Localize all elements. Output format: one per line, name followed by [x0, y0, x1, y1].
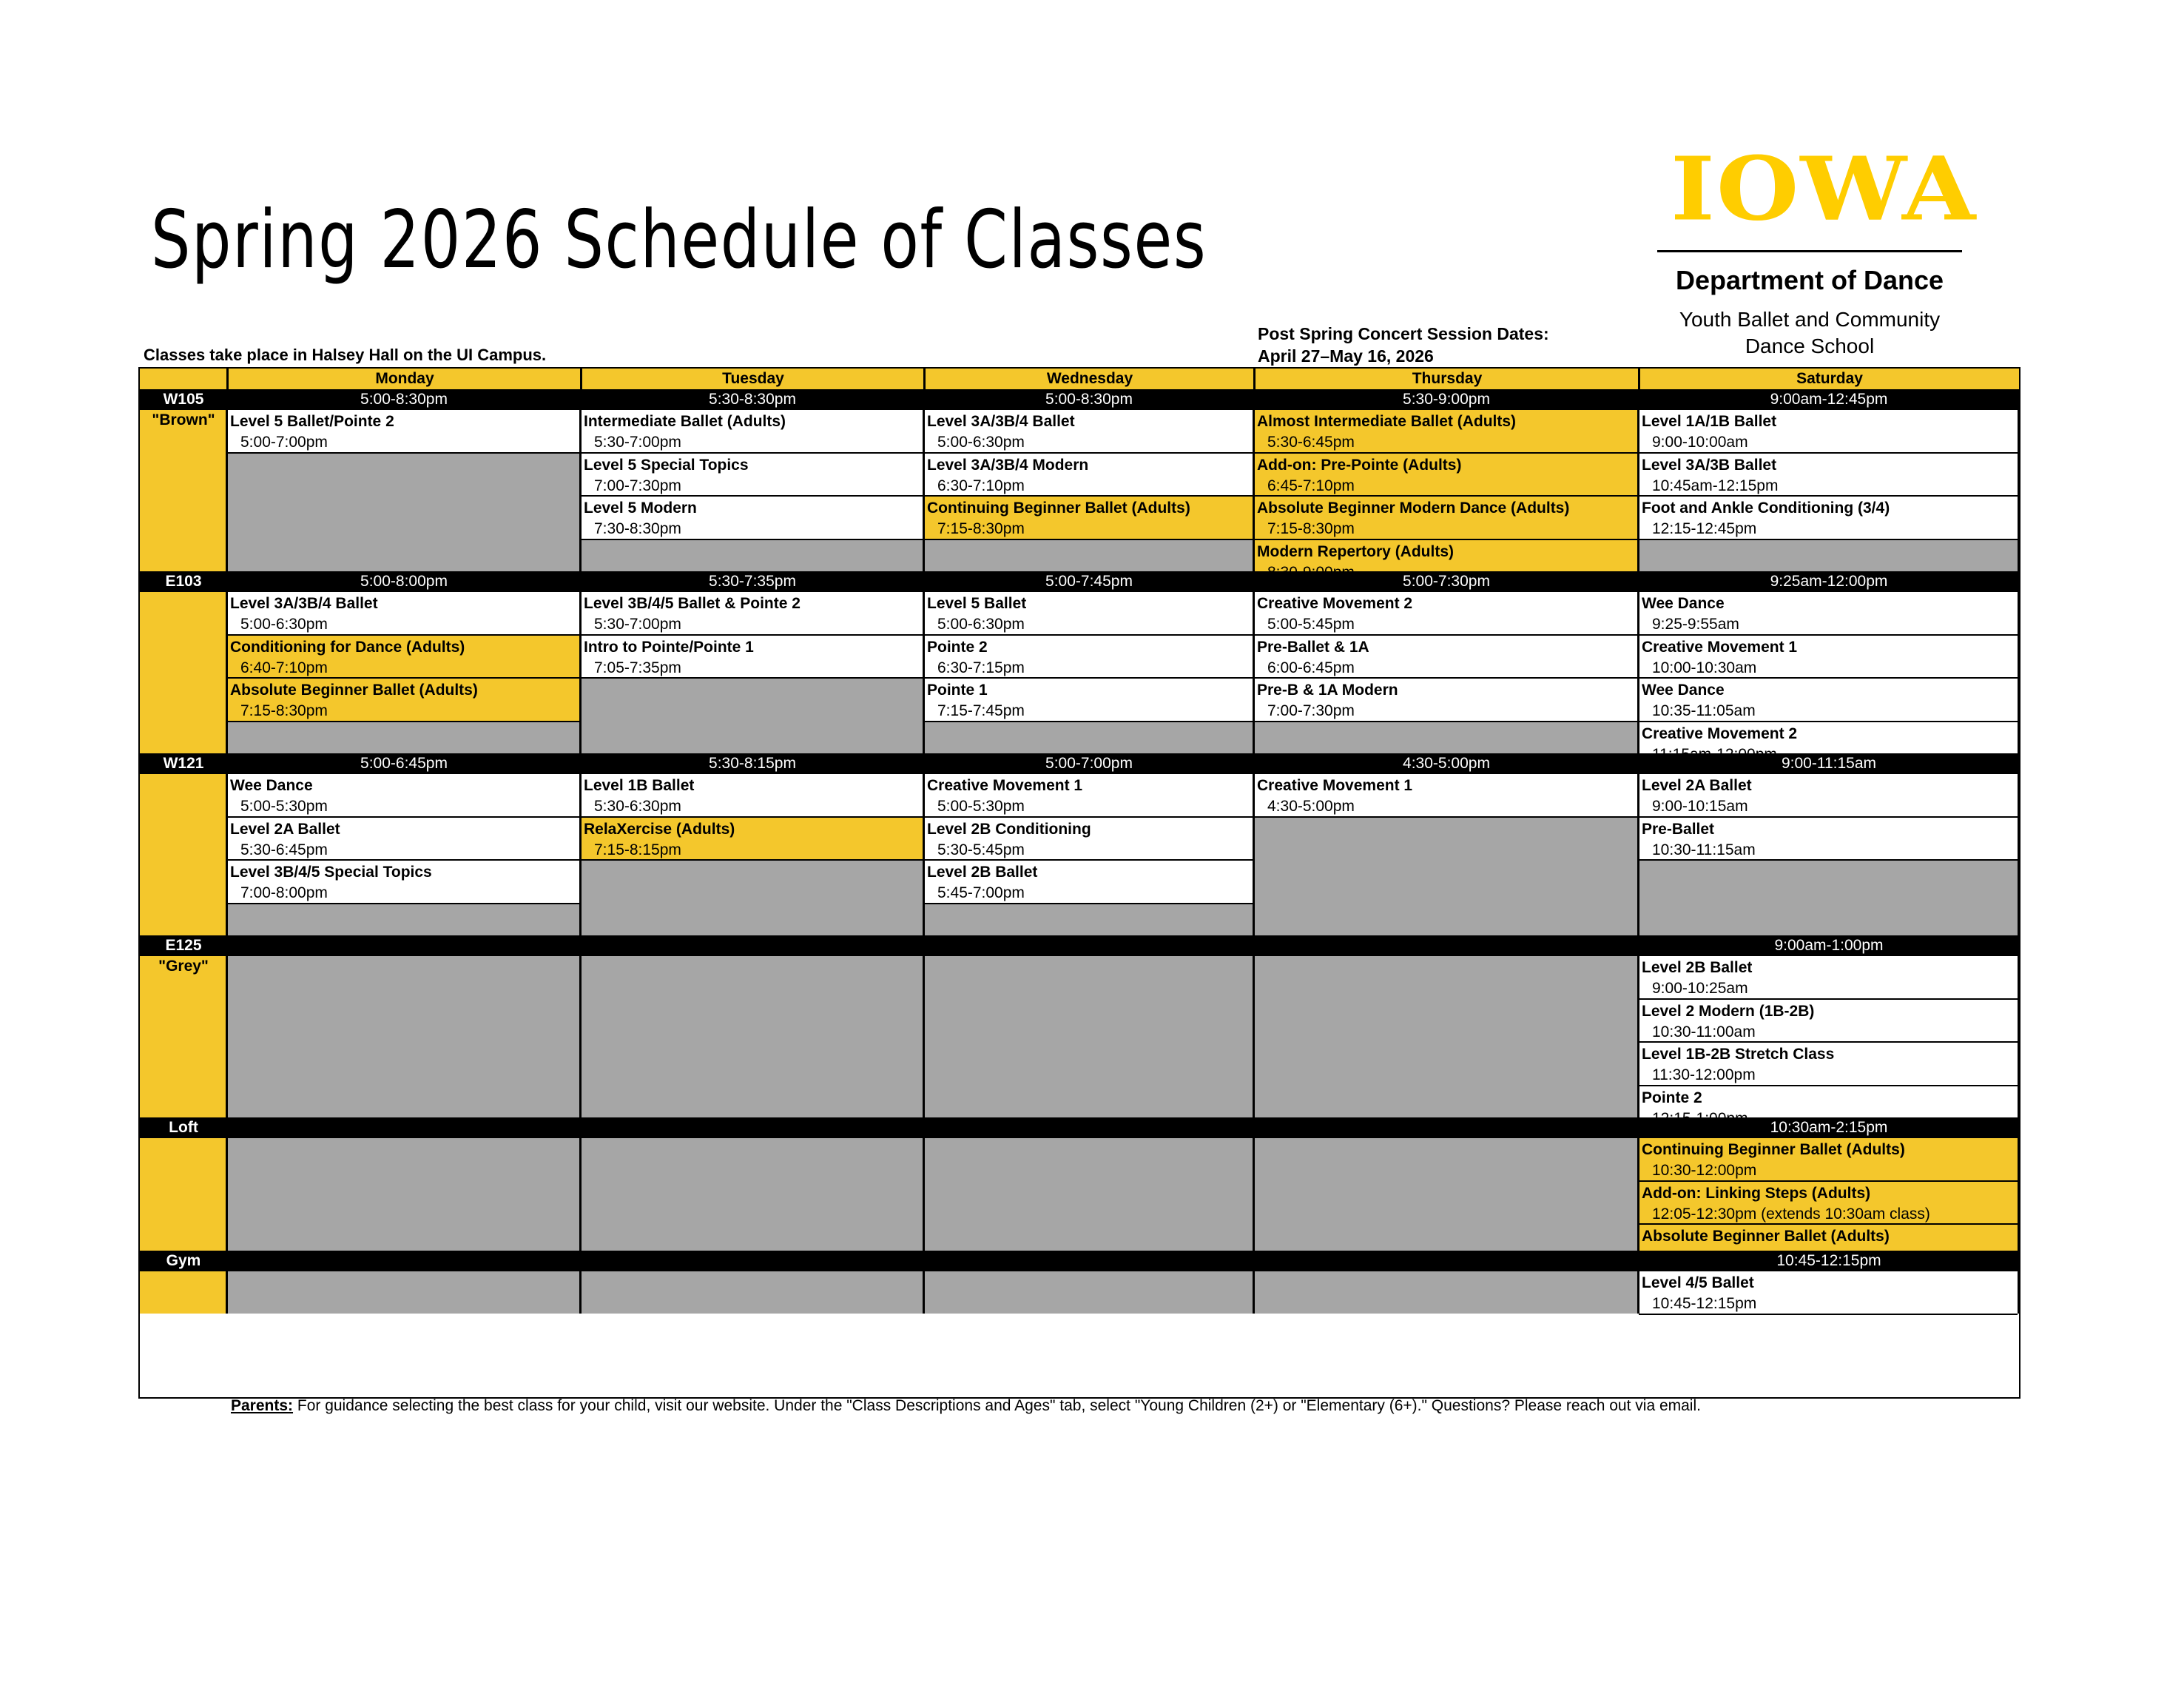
room-time-w121-wednesday: 5:00-7:00pm: [1045, 755, 1133, 772]
class-entry: [1639, 636, 2018, 679]
room-time-e103-saturday: 9:25am-12:00pm: [1770, 573, 1888, 590]
class-name: Level 2B Conditioning: [927, 820, 1091, 838]
room-strip-gym: [140, 1271, 227, 1314]
class-entry: [1639, 774, 2018, 818]
class-entry: [1639, 818, 2018, 861]
empty-slot-e125-wednesday: [924, 956, 1254, 1117]
class-time: 6:45-7:10pm: [1267, 477, 1355, 494]
class-time: 9:00-10:15am: [1652, 798, 1748, 815]
session-label: Post Spring Concert Session Dates:: [1258, 324, 1549, 343]
class-time: 5:45-7:00pm: [937, 884, 1025, 902]
logo-divider: [1657, 250, 1962, 252]
column-divider: [923, 369, 925, 1314]
room-name-e125: E125: [165, 937, 202, 954]
iowa-logo: IOWA: [1671, 138, 1978, 241]
class-name: Level 3A/3B/4 Ballet: [230, 595, 378, 612]
empty-slot-gym-wednesday: [924, 1271, 1254, 1314]
empty-slot-gym-monday: [227, 1271, 581, 1314]
class-time: 12:05-12:30pm (extends 10:30am class): [1652, 1205, 1930, 1223]
schedule-table: [138, 367, 2020, 1399]
class-name: Level 5 Special Topics: [584, 456, 749, 474]
empty-slot-loft-tuesday: [581, 1138, 924, 1251]
class-entry: [924, 774, 1253, 818]
class-entry: [924, 818, 1253, 861]
class-time: 5:00-5:45pm: [1267, 616, 1355, 633]
class-entry: [581, 454, 923, 497]
class-entry: [1639, 1271, 2018, 1315]
class-time: 10:00-10:30am: [1652, 659, 1757, 676]
room-time-w105-monday: 5:00-8:30pm: [360, 391, 448, 408]
class-time: 5:30-7:00pm: [594, 434, 681, 451]
department-subtitle-line-2: Dance School: [1745, 334, 1875, 357]
class-entry: [227, 410, 579, 454]
class-entry: [227, 774, 579, 818]
class-entry: [1639, 1000, 2018, 1043]
class-entry: [581, 636, 923, 679]
column-divider: [580, 369, 582, 1314]
class-name: Absolute Beginner Modern Dance (Adults): [1257, 500, 1570, 517]
class-entry: [1639, 1182, 2018, 1225]
class-entry: [924, 410, 1253, 454]
class-time: 5:00-7:00pm: [240, 434, 328, 451]
class-time: 7:00-8:00pm: [240, 884, 328, 902]
room-time-e103-tuesday: 5:30-7:35pm: [709, 573, 796, 590]
room-nickname-e125: "Grey": [158, 958, 209, 975]
class-time: 5:00-5:30pm: [240, 798, 328, 815]
class-name: Level 3B/4/5 Special Topics: [230, 864, 432, 881]
class-entry: [227, 861, 579, 904]
class-time: 7:15-8:30pm: [937, 520, 1025, 538]
class-name: Intermediate Ballet (Adults): [584, 413, 786, 430]
class-name: Creative Movement 2: [1642, 724, 1798, 742]
class-time: 9:00-10:25am: [1652, 980, 1748, 997]
room-strip-e103: [140, 592, 227, 753]
class-entry: [581, 818, 923, 861]
class-name: Creative Movement 1: [1257, 777, 1413, 794]
room-time-gym-saturday: 10:45-12:15pm: [1776, 1252, 1881, 1269]
room-time-loft-saturday: 10:30am-2:15pm: [1770, 1119, 1888, 1136]
class-name: Conditioning for Dance (Adults): [230, 638, 465, 656]
class-name: Level 2A Ballet: [230, 820, 340, 838]
class-entry: [1639, 410, 2018, 454]
room-time-w121-monday: 5:00-6:45pm: [360, 755, 448, 772]
class-time: 5:30-6:45pm: [1267, 434, 1355, 451]
class-entry: [1639, 454, 2018, 497]
class-entry: [1639, 592, 2018, 636]
parents-note-text: For guidance selecting the best class for your child, visit our website. Under the "Class Descriptions and Ages" tab, select "Young Children (2+) or "Elementary (6+)." Questions? Please reach out via email.: [293, 1397, 1701, 1414]
room-time-w121-thursday: 4:30-5:00pm: [1403, 755, 1490, 772]
class-name: Pre-B & 1A Modern: [1257, 682, 1398, 699]
empty-slot-loft-thursday: [1254, 1138, 1639, 1251]
class-time: 10:45am-12:15pm: [1652, 477, 1779, 494]
class-time: 7:00-7:30pm: [1267, 702, 1355, 720]
class-time: 9:25-9:55am: [1652, 616, 1739, 633]
class-name: Level 2A Ballet: [1642, 777, 1752, 794]
class-entry: [581, 410, 923, 454]
class-time: 7:15-7:45pm: [937, 702, 1025, 720]
room-nickname-w105: "Brown": [152, 411, 215, 428]
class-name: Almost Intermediate Ballet (Adults): [1257, 413, 1517, 430]
class-name: Level 5 Ballet/Pointe 2: [230, 413, 394, 430]
class-name: Add-on: Pre-Pointe (Adults): [1257, 456, 1462, 474]
class-time: 7:30-8:30pm: [594, 520, 681, 538]
room-strip-loft: [140, 1138, 227, 1251]
empty-slot-loft-wednesday: [924, 1138, 1254, 1251]
class-time: 11:30-12:00pm: [1652, 1066, 1756, 1084]
room-time-e103-monday: 5:00-8:00pm: [360, 573, 448, 590]
class-time: 5:00-5:30pm: [937, 798, 1025, 815]
class-time: 5:30-6:45pm: [240, 841, 328, 858]
class-entry: [924, 679, 1253, 722]
page-title: Spring 2026 Schedule of Classes: [151, 194, 1207, 286]
room-name-e103: E103: [165, 573, 202, 590]
room-strip-w105: [140, 410, 227, 571]
class-name: Continuing Beginner Ballet (Adults): [1642, 1141, 1905, 1158]
class-name: Level 2B Ballet: [1642, 959, 1753, 976]
class-time: 5:30-7:00pm: [594, 616, 681, 633]
class-time: 12:15-12:45pm: [1652, 520, 1757, 538]
room-name-loft: Loft: [169, 1119, 198, 1136]
class-entry: [924, 861, 1253, 904]
class-entry: [227, 818, 579, 861]
empty-slot-gym-tuesday: [581, 1271, 924, 1314]
class-name: Continuing Beginner Ballet (Adults): [927, 500, 1190, 517]
class-entry: [1254, 636, 1637, 679]
class-time: 10:35-11:05am: [1652, 702, 1756, 720]
location-note: Classes take place in Halsey Hall on the UI Campus.: [144, 346, 547, 364]
class-entry: [227, 679, 579, 722]
column-divider: [1638, 369, 1639, 1314]
class-name: Level 1B-2B Stretch Class: [1642, 1046, 1835, 1063]
class-name: Wee Dance: [1642, 595, 1725, 612]
class-name: Level 1B Ballet: [584, 777, 695, 794]
class-time: 5:00-6:30pm: [240, 616, 328, 633]
class-name: Pre-Ballet & 1A: [1257, 638, 1369, 656]
class-entry: [1254, 454, 1637, 497]
class-entry: [1254, 410, 1637, 454]
class-entry: [924, 636, 1253, 679]
class-time: 10:30-11:00am: [1652, 1023, 1756, 1040]
column-divider: [1253, 369, 1255, 1314]
room-name-w105: W105: [163, 391, 204, 408]
class-time: 10:30-11:15am: [1652, 841, 1756, 858]
day-header-saturday: Saturday: [1639, 369, 2019, 389]
session-dates-block: [1258, 323, 1549, 367]
class-name: Level 3A/3B/4 Ballet: [927, 413, 1075, 430]
class-entry: [227, 592, 579, 636]
parents-note: [231, 1397, 1701, 1415]
class-time: 6:40-7:10pm: [240, 659, 328, 676]
class-name: Intro to Pointe/Pointe 1: [584, 638, 754, 656]
class-time: 10:45-12:15pm: [1652, 1295, 1757, 1312]
class-time: 6:00-6:45pm: [1267, 659, 1355, 676]
class-name: Level 4/5 Ballet: [1642, 1274, 1754, 1291]
empty-slot-e125-tuesday: [581, 956, 924, 1117]
class-entry: [924, 454, 1253, 497]
day-header-tuesday: Tuesday: [581, 369, 924, 389]
room-time-e103-thursday: 5:00-7:30pm: [1403, 573, 1490, 590]
class-entry: [1254, 679, 1637, 722]
day-header-thursday: Thursday: [1254, 369, 1639, 389]
header-room-corner: [140, 369, 227, 389]
class-entry: [1639, 1138, 2018, 1182]
class-time: 6:30-7:10pm: [937, 477, 1025, 494]
room-time-w105-saturday: 9:00am-12:45pm: [1770, 391, 1888, 408]
class-entry: [581, 592, 923, 636]
class-name: Creative Movement 1: [927, 777, 1083, 794]
class-name: Level 2B Ballet: [927, 864, 1038, 881]
class-entry: [581, 774, 923, 818]
room-strip-w121: [140, 774, 227, 935]
class-name: Add-on: Linking Steps (Adults): [1642, 1184, 1871, 1202]
class-name: Absolute Beginner Ballet (Adults): [230, 682, 478, 699]
class-entry: [1639, 497, 2018, 540]
class-time: 10:30-12:00pm: [1652, 1162, 1757, 1179]
room-name-w121: W121: [163, 755, 204, 772]
class-name: Level 5 Modern: [584, 500, 697, 517]
class-entry: [1254, 592, 1637, 636]
class-name: Creative Movement 1: [1642, 638, 1798, 656]
department-subtitle-line-1: Youth Ballet and Community: [1679, 308, 1941, 331]
class-time: 5:30-5:45pm: [937, 841, 1025, 858]
empty-slot-gym-thursday: [1254, 1271, 1639, 1314]
class-time: 5:30-6:30pm: [594, 798, 681, 815]
class-name: Pre-Ballet: [1642, 820, 1715, 838]
column-divider: [226, 369, 228, 1314]
class-time: 7:15-8:30pm: [240, 702, 328, 720]
class-time: 4:30-5:00pm: [1267, 798, 1355, 815]
class-name: Pointe 1: [927, 682, 988, 699]
day-header-wednesday: Wednesday: [924, 369, 1254, 389]
class-name: Creative Movement 2: [1257, 595, 1413, 612]
room-time-e103-wednesday: 5:00-7:45pm: [1045, 573, 1133, 590]
class-name: Absolute Beginner Ballet (Adults): [1642, 1228, 1890, 1245]
class-time: 7:05-7:35pm: [594, 659, 681, 676]
room-strip-e125: [140, 956, 227, 1117]
class-name: Level 3A/3B/4 Modern: [927, 456, 1089, 474]
class-entry: [1254, 497, 1637, 540]
day-header-monday: Monday: [227, 369, 581, 389]
class-name: Modern Repertory (Adults): [1257, 542, 1455, 560]
class-time: 5:00-6:30pm: [937, 434, 1025, 451]
class-name: RelaXercise (Adults): [584, 820, 735, 838]
class-time: 7:15-8:15pm: [594, 841, 681, 858]
class-name: Level 1A/1B Ballet: [1642, 413, 1777, 430]
class-entry: [227, 636, 579, 679]
session-dates: April 27–May 16, 2026: [1258, 346, 1434, 366]
room-time-w105-wednesday: 5:00-8:30pm: [1045, 391, 1133, 408]
room-time-e125-saturday: 9:00am-1:00pm: [1774, 937, 1884, 954]
class-name: Level 3B/4/5 Ballet & Pointe 2: [584, 595, 801, 612]
class-name: Foot and Ankle Conditioning (3/4): [1642, 500, 1890, 517]
empty-slot-loft-monday: [227, 1138, 581, 1251]
room-time-w121-saturday: 9:00-11:15am: [1781, 755, 1877, 772]
class-name: Level 3A/3B Ballet: [1642, 456, 1777, 474]
class-time: 6:30-7:15pm: [937, 659, 1025, 676]
class-name: Wee Dance: [1642, 682, 1725, 699]
class-entry: [1254, 774, 1637, 818]
class-time: 7:15-8:30pm: [1267, 520, 1355, 538]
class-name: Pointe 2: [1642, 1089, 1702, 1106]
class-name: Wee Dance: [230, 777, 313, 794]
class-entry: [1639, 956, 2018, 1000]
empty-slot-e125-thursday: [1254, 956, 1639, 1117]
class-name: Pointe 2: [927, 638, 988, 656]
room-time-w121-tuesday: 5:30-8:15pm: [709, 755, 796, 772]
class-time: 5:00-6:30pm: [937, 616, 1025, 633]
room-name-gym: Gym: [166, 1252, 201, 1269]
class-entry: [1639, 679, 2018, 722]
department-name: Department of Dance: [1675, 265, 1944, 295]
class-entry: [924, 592, 1253, 636]
class-name: Level 2 Modern (1B-2B): [1642, 1002, 1815, 1020]
class-entry: [1639, 1043, 2018, 1086]
parents-note-label: Parents:: [231, 1397, 294, 1414]
room-time-w105-tuesday: 5:30-8:30pm: [709, 391, 796, 408]
class-time: 7:00-7:30pm: [594, 477, 681, 494]
empty-slot-e125-monday: [227, 956, 581, 1117]
class-entry: [924, 497, 1253, 540]
department-subtitle: [1637, 306, 1983, 360]
class-time: 9:00-10:00am: [1652, 434, 1748, 451]
class-name: Level 5 Ballet: [927, 595, 1027, 612]
class-entry: [581, 497, 923, 540]
room-time-w105-thursday: 5:30-9:00pm: [1403, 391, 1490, 408]
